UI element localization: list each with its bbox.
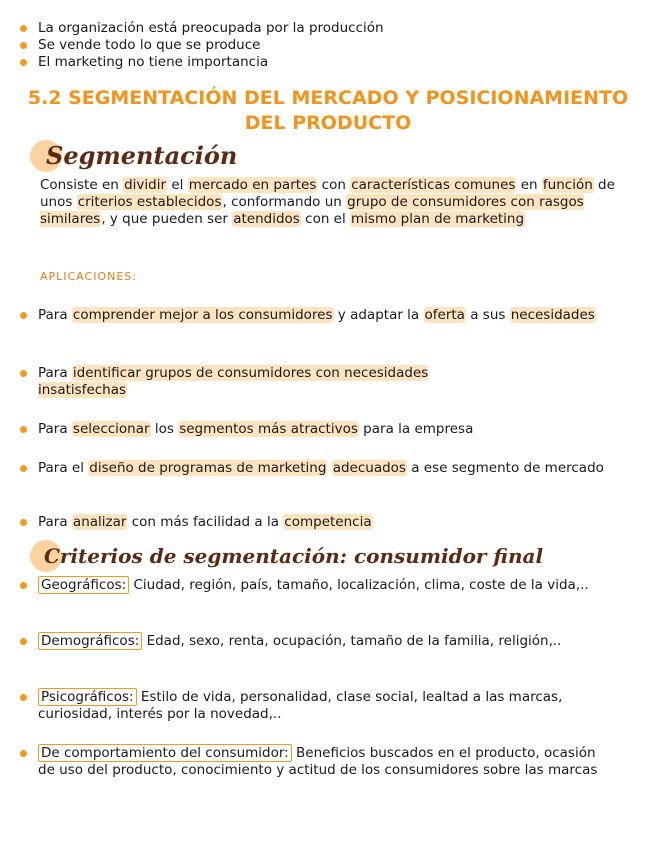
app-text: Para el (38, 460, 89, 476)
app-highlight: seleccionar (72, 421, 150, 437)
criterios-heading: Criterios de segmentación: consumidor final (44, 544, 544, 568)
criterio-label: Psicográficos: (38, 688, 137, 706)
app-highlight: analizar (72, 514, 127, 530)
bullet-text: Se vende todo lo que se produce (38, 37, 261, 53)
app-text: a sus (465, 307, 510, 323)
app-highlight: adecuados (332, 460, 406, 476)
bullet-text: El marketing no tiene importancia (38, 54, 269, 70)
definition-highlight: mismo plan de marketing (351, 211, 525, 227)
criterio-text: Estilo de vida, personalidad, clase social, lealtad a las marcas, curiosidad, interés por la novedad,.. (38, 689, 563, 722)
criterio-item (0, 577, 630, 594)
definition-highlight: criterios establecidos (77, 194, 222, 210)
app-highlight: oferta (424, 307, 465, 323)
criterio-bullet (0, 689, 630, 723)
definition-highlight: mercado en partes (188, 177, 317, 193)
criterio-bullet (0, 577, 630, 594)
app-highlight: segmentos más atractivos (179, 421, 358, 437)
section-title-line2: DEL PRODUCTO (244, 112, 412, 134)
definition-text: , conformando un (222, 194, 347, 210)
criterio-label: Geográficos: (38, 576, 129, 594)
definition-highlight: dividir (124, 177, 167, 193)
app-text: Para (38, 514, 72, 530)
definition-highlight: características comunes (351, 177, 516, 193)
app-text: a ese segmento de mercado (406, 460, 604, 476)
segmentacion-definition (40, 177, 630, 228)
criterio-bullet (0, 745, 630, 779)
definition-text: el (167, 177, 188, 193)
app-text: Para (38, 421, 72, 437)
app-text: para la empresa (358, 421, 474, 437)
segmentacion-heading: Segmentación (46, 141, 238, 170)
app-highlight: necesidades (510, 307, 595, 323)
criterio-item (0, 689, 630, 723)
app-text: con más facilidad a la (127, 514, 284, 530)
section-title-line1: 5.2 SEGMENTACIÓN DEL MERCADO Y POSICIONAMIENTO (27, 87, 629, 109)
definition-text: con (317, 177, 351, 193)
list-item (0, 37, 640, 54)
application-bullet (0, 421, 630, 438)
application-bullet (0, 307, 630, 324)
app-highlight: competencia (284, 514, 372, 530)
app-highlight: identificar grupos de consumidores con necesidades insatisfechas (38, 365, 429, 398)
application-item (0, 307, 630, 324)
definition-text: , y que pueden ser (101, 211, 233, 227)
application-bullet (0, 514, 630, 531)
section-title (0, 86, 656, 136)
definition-text: en (516, 177, 542, 193)
criterio-text: Edad, sexo, renta, ocupación, tamaño de la familia, religión,.. (142, 633, 562, 649)
application-bullet (0, 460, 630, 477)
definition-text: Consiste en (40, 177, 124, 193)
bullet-text: La organización está preocupada por la producción (38, 20, 384, 36)
application-item (0, 514, 630, 531)
definition-highlight: grupo de consumidores con rasgos similares (40, 194, 584, 227)
criterio-text: Ciudad, región, país, tamaño, localización, clima, coste de la vida,.. (129, 577, 589, 593)
app-text: Para (38, 365, 72, 381)
application-item (0, 421, 630, 438)
definition-highlight: atendidos (233, 211, 300, 227)
application-item (0, 365, 630, 399)
applications-label: APLICACIONES: (40, 270, 137, 283)
list-item (0, 20, 640, 37)
criterio-item (0, 633, 630, 650)
criterio-bullet (0, 633, 630, 650)
criterio-text: Beneficios buscados en el producto, ocasión de uso del producto, conocimiento y actitud de los consumidores sobre las marcas (38, 745, 598, 778)
criterio-item (0, 745, 630, 779)
definition-text: con el (300, 211, 351, 227)
list-item (0, 54, 640, 71)
app-highlight: diseño de programas de marketing (89, 460, 327, 476)
criterio-label: De comportamiento del consumidor: (38, 744, 292, 762)
app-highlight: comprender mejor a los consumidores (72, 307, 333, 323)
criterio-label: Demográficos: (38, 632, 142, 650)
app-text: los (150, 421, 179, 437)
top-bullet-list (0, 20, 640, 71)
application-item (0, 460, 630, 477)
app-text: y adaptar la (333, 307, 424, 323)
definition-highlight: función (542, 177, 593, 193)
app-text: Para (38, 307, 72, 323)
definition-text: de unos (40, 177, 615, 210)
application-bullet (0, 365, 630, 399)
